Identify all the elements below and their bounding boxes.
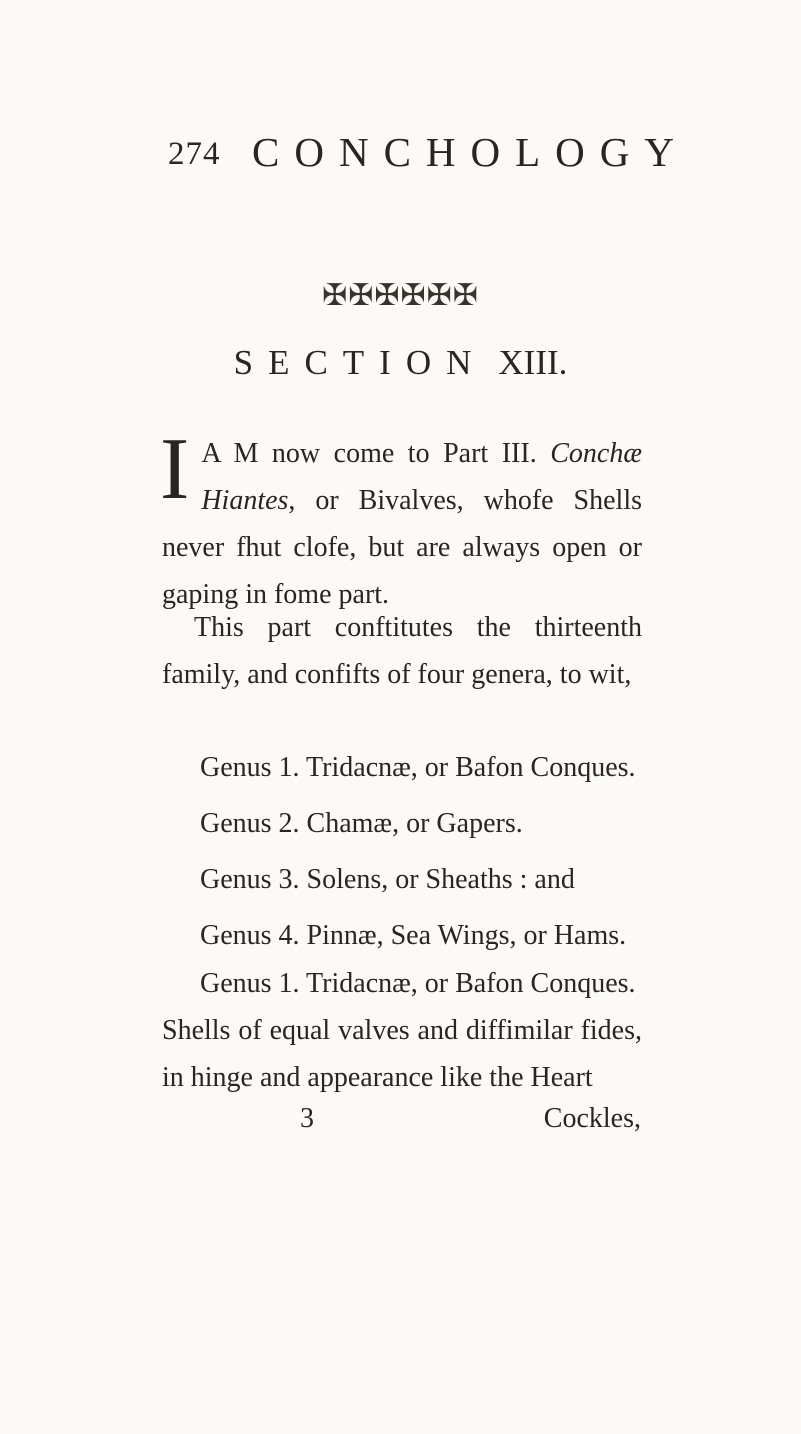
- section-heading: [0, 343, 801, 383]
- running-title: CONCHOLOGY: [252, 129, 689, 175]
- genus-description-text: Shells of equal valves and diffimilar fides, in hinge and appearance like the Heart: [162, 1015, 642, 1093]
- ornament-icon: ✠✠✠✠✠✠: [322, 279, 479, 312]
- intro-text-a: A M now come to Part III.: [201, 438, 551, 469]
- intro-italic-term: Conchæ Hiantes: [201, 438, 642, 516]
- section-number: XIII.: [498, 343, 568, 382]
- genus-list: [200, 740, 760, 964]
- drop-cap: I: [160, 421, 190, 518]
- signature-mark: 3: [300, 1103, 314, 1134]
- list-item: Genus 1. Tridacnæ, or Bafon Conques.: [200, 752, 636, 783]
- page-header: [0, 118, 801, 178]
- genus-description: [162, 960, 642, 1101]
- page-footer: [0, 1103, 801, 1143]
- catchword: Cockles,: [543, 1103, 641, 1134]
- family-paragraph: This part conftitutes the thirteenth family, and confifts of four genera, to wit,: [162, 612, 642, 690]
- list-item: Genus 2. Chamæ, or Gapers.: [200, 808, 523, 839]
- intro-text-b: , or Bivalves, whofe Shells never fhut clofe, but are always open or gaping in fome part.: [162, 485, 642, 610]
- section-word: SECTION: [233, 343, 487, 382]
- list-item: Genus 3. Solens, or Sheaths : and: [200, 864, 575, 895]
- intro-paragraph: [160, 421, 642, 618]
- genus-description-heading: Genus 1. Tridacnæ, or Bafon Conques.: [200, 968, 636, 999]
- page-number: 274: [168, 136, 221, 172]
- list-item: Genus 4. Pinnæ, Sea Wings, or Hams.: [200, 920, 627, 951]
